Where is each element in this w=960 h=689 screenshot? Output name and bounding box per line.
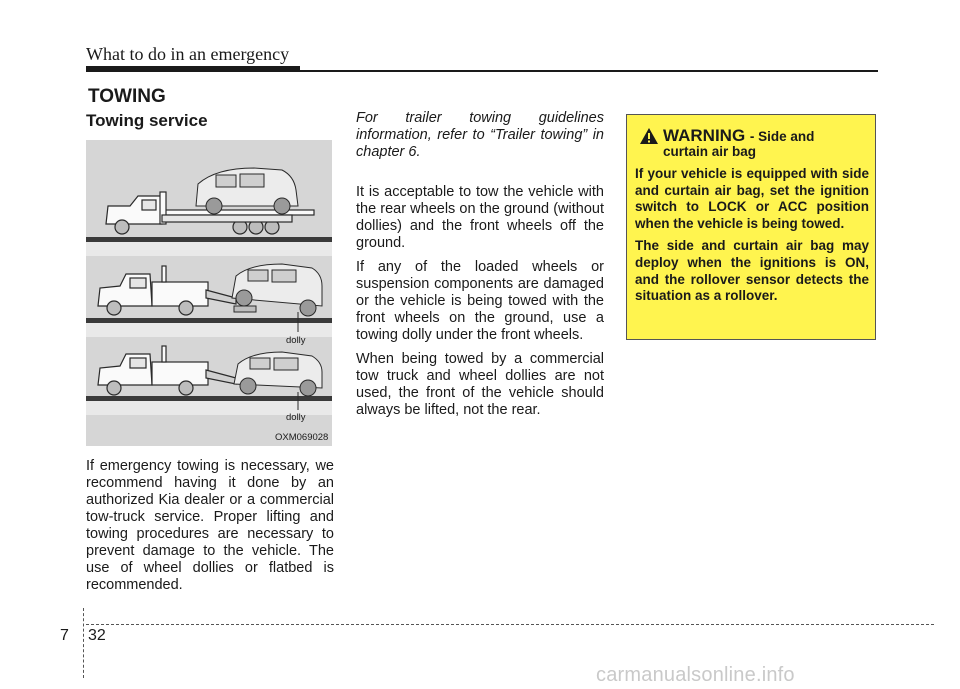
warning-triangle-icon bbox=[639, 127, 659, 145]
footer-rule bbox=[86, 624, 934, 625]
warning-paragraph: If your vehicle is equipped with side and curtain air bag, set the ignition switch to LOCK or ACC position when the vehicle is being towed. bbox=[635, 166, 869, 231]
warning-subtitle: curtain air bag bbox=[663, 144, 757, 159]
towing-methods-drawing bbox=[86, 140, 332, 446]
dolly-label-1: dolly bbox=[286, 335, 306, 346]
footer-divider bbox=[83, 608, 84, 678]
subsection-title: Towing service bbox=[86, 111, 208, 130]
paragraph: When being towed by a commercial tow truck and wheel dollies are not used, the front of the vehicle should always be lifted, not the rear. bbox=[356, 351, 604, 418]
towing-illustration bbox=[86, 140, 332, 446]
warning-heading bbox=[663, 126, 814, 146]
towing-service-paragraph: If emergency towing is necessary, we recommend having it done by an authorized Kia dealer or a commercial tow-truck service. Proper lifting and towing procedures are necessary to prevent damage to the vehicle. The use of wheel dollies or flatbed is recommended. bbox=[86, 458, 334, 593]
running-header: What to do in an emergency bbox=[86, 44, 290, 64]
dolly-label-2: dolly bbox=[286, 412, 306, 423]
warning-paragraph: The side and curtain air bag may deploy when the ignitions is ON, and the rollover sensor detects the situation as a rollover. bbox=[635, 238, 869, 304]
warning-box bbox=[626, 114, 876, 340]
section-title: TOWING bbox=[88, 86, 166, 107]
paragraph: If any of the loaded wheels or suspension components are damaged or the vehicle is being towed with the front wheels on the ground, use a towing dolly under the front wheels. bbox=[356, 259, 604, 343]
warning-body bbox=[635, 166, 869, 311]
towing-paragraphs bbox=[356, 184, 604, 426]
figure-code: OXM069028 bbox=[275, 432, 329, 443]
header-rule-line bbox=[300, 70, 878, 72]
warning-tag: - Side and bbox=[749, 129, 815, 144]
warning-label: WARNING bbox=[663, 126, 746, 145]
chapter-number: 7 bbox=[60, 627, 69, 644]
paragraph: It is acceptable to tow the vehicle with the rear wheels on the ground (without dollies) and the front wheels off the ground. bbox=[356, 184, 604, 251]
page-number: 32 bbox=[88, 627, 106, 644]
trailer-towing-note: For trailer towing guidelines information, refer to “Trailer towing” in chapter 6. bbox=[356, 110, 604, 160]
watermark: carmanualsonline.info bbox=[596, 664, 795, 686]
header-rule bbox=[86, 66, 300, 72]
